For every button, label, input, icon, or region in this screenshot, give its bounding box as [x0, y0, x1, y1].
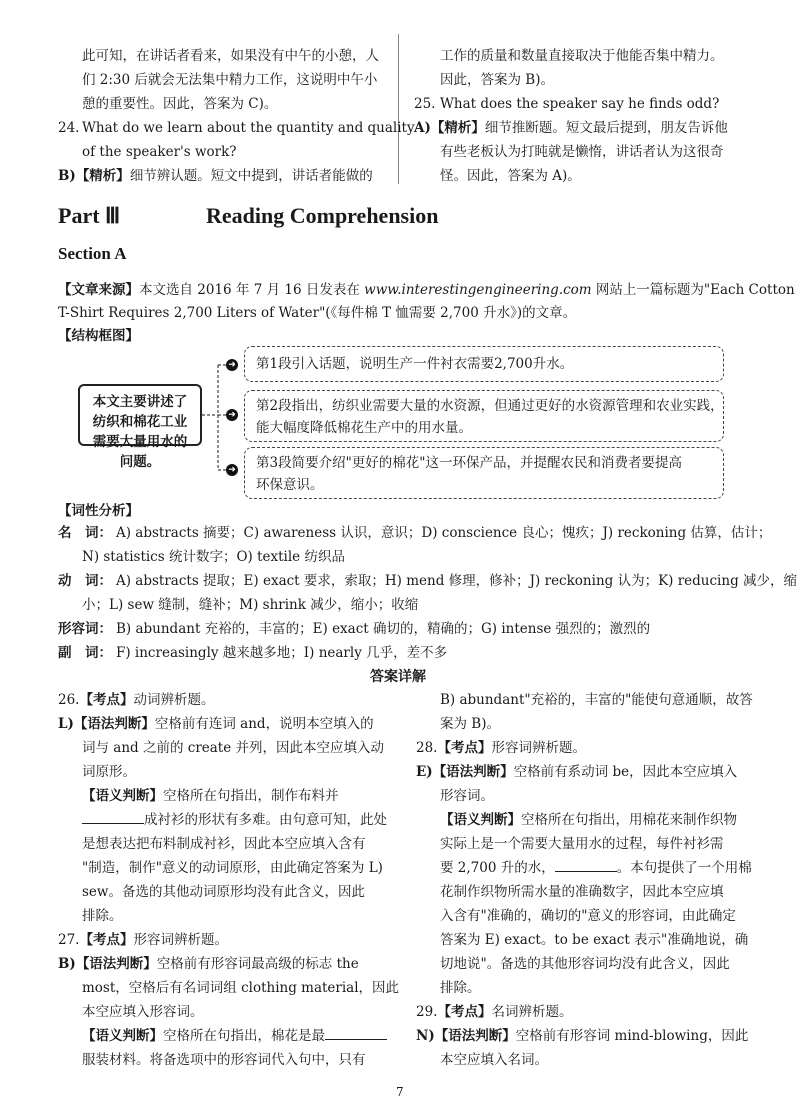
- kaodian-text: 动词辨析题。: [133, 692, 215, 708]
- answer-line: [82, 784, 339, 808]
- answers-title: 答案详解: [370, 669, 426, 685]
- answer-letter: B): [58, 956, 76, 972]
- pos-text: B) abundant 充裕的，丰富的；E) exact 确切的，精确的；G) intense 强烈的；激烈的: [116, 621, 651, 637]
- analysis-text: 细节辨认题。短文中提到，讲话者能做的: [129, 168, 373, 184]
- pos-text: A) abstracts 摘要；C) awareness 认识，意识；D) conscience 良心；愧疚；J) reckoning 估算，估计；: [116, 525, 772, 541]
- answer-line: [58, 712, 374, 736]
- kaodian-tag: 【考点】: [437, 1004, 492, 1020]
- kaodian-tag: 【考点】: [79, 932, 134, 948]
- answer-text: [58, 164, 373, 188]
- section-title: Section A: [58, 244, 127, 263]
- kaodian-text: 名词辨析题。: [491, 1004, 573, 1020]
- text-line: 是想表达把布料制成衬衫，因此本空应填入含有: [82, 836, 366, 852]
- grammar-text: 空格前有形容词最高级的标志 the: [156, 956, 359, 972]
- blank-line: [82, 809, 144, 824]
- semantic-text: 成衬衫的形状有多难。由句意可知，此处: [144, 812, 387, 828]
- text-line: 本空应填入名词。: [440, 1052, 548, 1068]
- text-line: 们 2:30 后就会无法集中精力工作，这说明中午小: [82, 72, 378, 88]
- arrow-icon: ➜: [226, 409, 238, 421]
- source-tag: 【文章来源】: [58, 282, 139, 298]
- text-line: 答案为 E) exact。to be exact 表示"准确地说，确: [440, 932, 749, 948]
- source-line: T-Shirt Requires 2,700 Liters of Water"(《每件棉 T 恤需要 2,700 升水》)的文章。: [58, 305, 577, 321]
- answer-line: [440, 808, 737, 832]
- pos-label-adv: 副 词：: [58, 645, 112, 661]
- text-line: 排除。: [440, 980, 481, 996]
- text-line: 排除。: [82, 908, 123, 924]
- pos-text: A) abstracts 提取；E) exact 要求，索取；H) mend 修理，修补；J) reckoning 认为；K) reducing 减少，缩: [116, 573, 797, 589]
- answer-line: [416, 736, 586, 760]
- structure-item-text: 能大幅度降低棉花生产中的用水量。: [256, 420, 472, 436]
- structure-tag: 【结构框图】: [58, 328, 139, 344]
- grammar-tag: 【语法判断】: [75, 956, 157, 972]
- answer-line: [82, 1024, 387, 1048]
- answer-text: [414, 116, 728, 140]
- text-line: 词原形。: [82, 764, 136, 780]
- text-line: sew。备选的其他动词原形均没有此含义，因此: [82, 884, 365, 900]
- semantic-tag: 【语义判断】: [82, 1028, 163, 1044]
- semantic-text: 。本句提供了一个用棉: [616, 860, 752, 876]
- text-line: B) abundant"充裕的，丰富的"能使句意通顺，故答: [440, 692, 753, 708]
- analysis-text: 细节推断题。短文最后提到，朋友告诉他: [484, 120, 728, 136]
- answer-letter: N): [416, 1028, 435, 1044]
- grammar-text: 空格前有系动词 be，因此本空应填入: [513, 764, 738, 780]
- page-number: 7: [396, 1085, 404, 1099]
- question-text: of the speaker's work?: [82, 144, 237, 160]
- grammar-text: 空格前有连词 and，说明本空填入的: [154, 716, 374, 732]
- part-title: Reading Comprehension: [206, 203, 439, 228]
- grammar-tag: 【语法判断】: [432, 764, 514, 780]
- semantic-tag: 【语义判断】: [82, 788, 163, 804]
- source-text: 本文选自 2016 年 7 月 16 日发表在: [139, 282, 365, 298]
- structure-item-text: 第1段引入话题，说明生产一件衬衣需要2,700升水。: [256, 356, 574, 372]
- text-line: [82, 808, 387, 832]
- semantic-text: 要 2,700 升的水，: [440, 860, 555, 876]
- analysis-tag: 【精析】: [75, 168, 130, 184]
- question-text: What do we learn about the quantity and quality: [82, 120, 415, 136]
- grammar-tag: 【语法判断】: [73, 716, 155, 732]
- answer-line: [416, 760, 737, 784]
- answer-letter: L): [58, 716, 74, 732]
- text-line: 入含有"准确的，确切的"意义的形容词，由此确定: [440, 908, 736, 924]
- text-line: 案为 B)。: [440, 716, 500, 732]
- text-line: 憩的重要性。因此，答案为 C)。: [82, 96, 278, 112]
- kaodian-tag: 【考点】: [79, 692, 134, 708]
- pos-tag: 【词性分析】: [58, 503, 139, 519]
- part-label: Part Ⅲ: [58, 203, 121, 228]
- text-line: 本空应填入形容词。: [82, 1004, 204, 1020]
- grammar-tag: 【语法判断】: [434, 1028, 516, 1044]
- blank-line: [325, 1025, 387, 1040]
- pos-text: F) increasingly 越来越多地；I) nearly 几乎，差不多: [116, 645, 448, 661]
- text-line: [440, 856, 752, 880]
- answer-line: [58, 928, 228, 952]
- question-number: 24.: [58, 120, 80, 136]
- source-text: 网站上一篇标题为"Each Cotton: [591, 282, 795, 298]
- semantic-tag: 【语义判断】: [440, 812, 521, 828]
- source-url: www.interestingengineering.com: [364, 282, 592, 298]
- kaodian-tag: 【考点】: [437, 740, 492, 756]
- text-line: 词与 and 之前的 create 并列，因此本空应填入动: [82, 740, 385, 756]
- answer-line: [416, 1024, 748, 1048]
- semantic-text: 空格所在句指出，用棉花来制作织物: [521, 812, 737, 828]
- pos-text: N) statistics 统计数字；O) textile 纺织品: [82, 549, 345, 565]
- structure-item-text: 第3段简要介绍"更好的棉花"这一环保产品，并提醒农民和消费者要提高: [256, 455, 683, 471]
- text-line: most，空格后有名词词组 clothing material，因此: [82, 980, 400, 996]
- text-line: 此可知，在讲话者看来，如果没有中午的小憩，人: [82, 48, 379, 64]
- grammar-text: 空格前有形容词 mind-blowing，因此: [515, 1028, 749, 1044]
- semantic-text: 空格所在句指出，棉花是最: [163, 1028, 325, 1044]
- structure-item-text: 环保意识。: [256, 477, 324, 493]
- text-line: 有些老板认为打盹就是懒惰，讲话者认为这很奇: [440, 144, 724, 160]
- text-line: 实际上是一个需要大量用水的过程，每件衬衫需: [440, 836, 724, 852]
- pos-text: 小；L) sew 缝制，缝补；M) shrink 减少，缩小；收缩: [82, 597, 419, 613]
- structure-item-text: 第2段指出，纺织业需要大量的水资源，但通过更好的水资源管理和农业实践，: [256, 398, 724, 414]
- text-line: 形容词。: [440, 788, 494, 804]
- text-line: 切地说"。备选的其他形容词均没有此含义，因此: [440, 956, 730, 972]
- text-line: 怪。因此，答案为 A)。: [440, 168, 581, 184]
- answer-line: [416, 1000, 572, 1024]
- answer-letter: A): [414, 120, 431, 136]
- question-number: 26.: [58, 692, 80, 708]
- pos-label-adj: 形容词：: [58, 621, 112, 637]
- question-number: 27.: [58, 932, 80, 948]
- question-number: 29.: [416, 1004, 438, 1020]
- arrow-icon: ➜: [226, 464, 238, 476]
- question-number: 28.: [416, 740, 438, 756]
- answer-letter: B): [58, 168, 76, 184]
- question-text: What does the speaker say he finds odd?: [440, 96, 720, 112]
- arrow-icon: ➜: [226, 359, 238, 371]
- text-line: 工作的质量和数量直接取决于他能否集中精力。: [440, 48, 724, 64]
- blank-line: [555, 857, 617, 872]
- text-line: 服装材料。将备选项中的形容词代入句中，只有: [82, 1052, 366, 1068]
- answer-line: [58, 952, 359, 976]
- pos-label-verb: 动 词：: [58, 573, 112, 589]
- text-line: "制造，制作"意义的动词原形，由此确定答案为 L): [82, 860, 383, 876]
- source-line: [58, 278, 795, 302]
- pos-label-noun: 名 词：: [58, 525, 112, 541]
- question-number: 25.: [414, 96, 436, 112]
- text-line: 因此，答案为 B)。: [440, 72, 554, 88]
- kaodian-text: 形容词辨析题。: [133, 932, 228, 948]
- answer-letter: E): [416, 764, 433, 780]
- kaodian-text: 形容词辨析题。: [491, 740, 586, 756]
- answer-line: [58, 688, 214, 712]
- structure-main-box: 本文主要讲述了纺织和棉花工业需要大量用水的问题。: [78, 384, 202, 446]
- analysis-tag: 【精析】: [430, 120, 485, 136]
- column-divider: [398, 34, 399, 184]
- semantic-text: 空格所在句指出，制作布料并: [163, 788, 339, 804]
- text-line: 花制作织物所需水量的准确数字，因此本空应填: [440, 884, 724, 900]
